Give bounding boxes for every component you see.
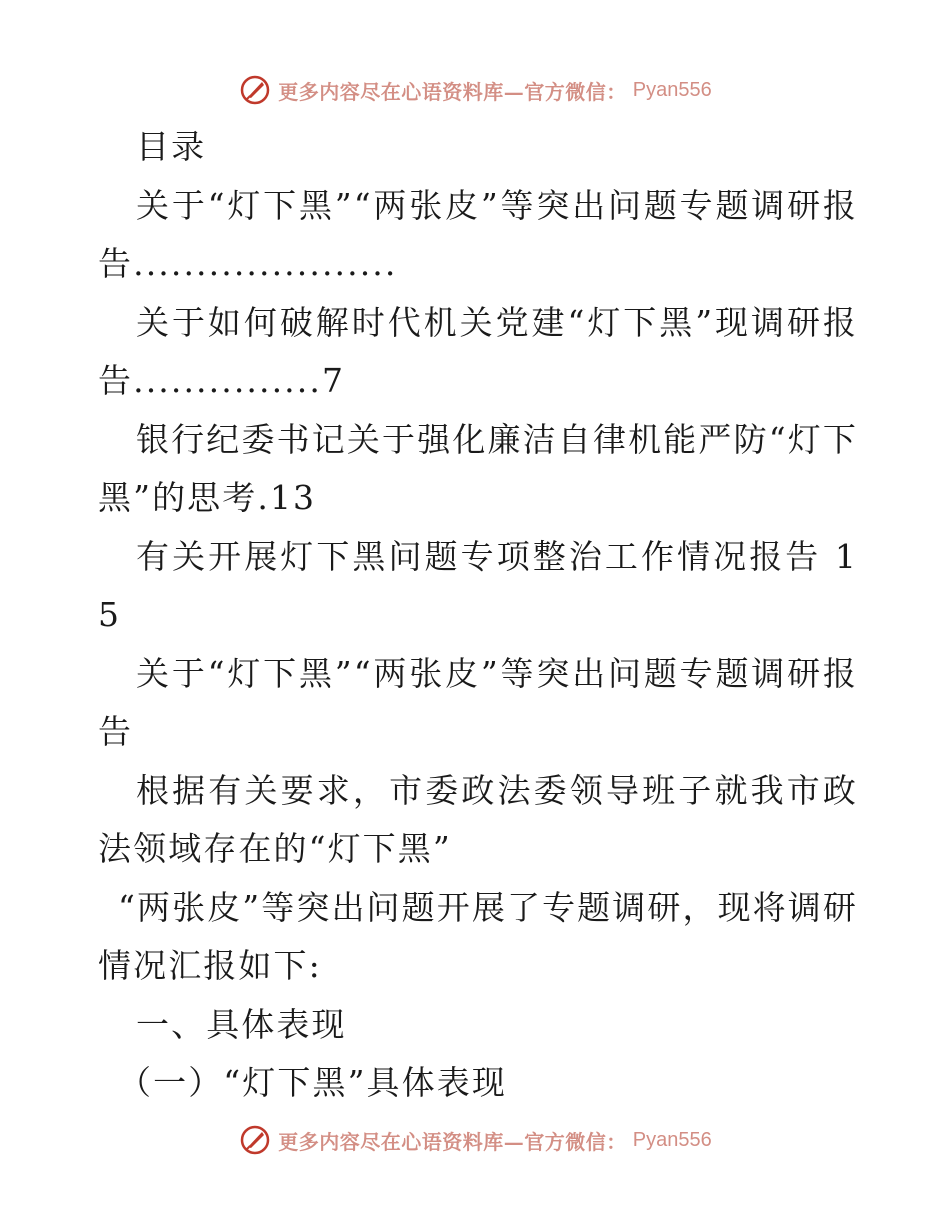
body-paragraph: “两张皮”等突出问题开展了专题调研，现将调研情况汇报如下: (98, 887, 858, 985)
report-title: 关于“灯下黑”“两张皮”等突出问题专题调研报告 (98, 653, 858, 751)
header-watermark (0, 70, 950, 110)
quill-circle-logo-icon (238, 73, 272, 107)
watermark-contact: Pyan556 (632, 1128, 712, 1151)
footer-watermark (0, 1120, 950, 1160)
watermark-contact: Pyan556 (632, 78, 712, 101)
body-paragraph: 根据有关要求，市委政法委领导班子就我市政法领域存在的“灯下黑” (98, 770, 858, 868)
toc-entry: 关于如何破解时代机关党建“灯下黑”现调研报告...............7 (98, 302, 858, 400)
subsection-heading: （一）“灯下黑”具体表现 (118, 1063, 507, 1102)
quill-circle-logo-icon (238, 1123, 272, 1157)
toc-entry: 关于“灯下黑”“两张皮”等突出问题专题调研报告..................... (98, 185, 858, 283)
watermark-text: 更多内容尽在心语资料库—官方微信： (278, 1129, 627, 1154)
toc-entry: 银行纪委书记关于强化廉洁自律机能严防“灯下黑”的思考.13 (98, 419, 858, 517)
toc-entry: 有关开展灯下黑问题专项整治工作情况报告 15 (98, 536, 858, 634)
toc-heading: 目录 (136, 127, 207, 166)
watermark-text: 更多内容尽在心语资料库—官方微信： (278, 79, 627, 104)
document-body (98, 118, 858, 1113)
section-heading: 一、具体表现 (136, 1004, 347, 1044)
